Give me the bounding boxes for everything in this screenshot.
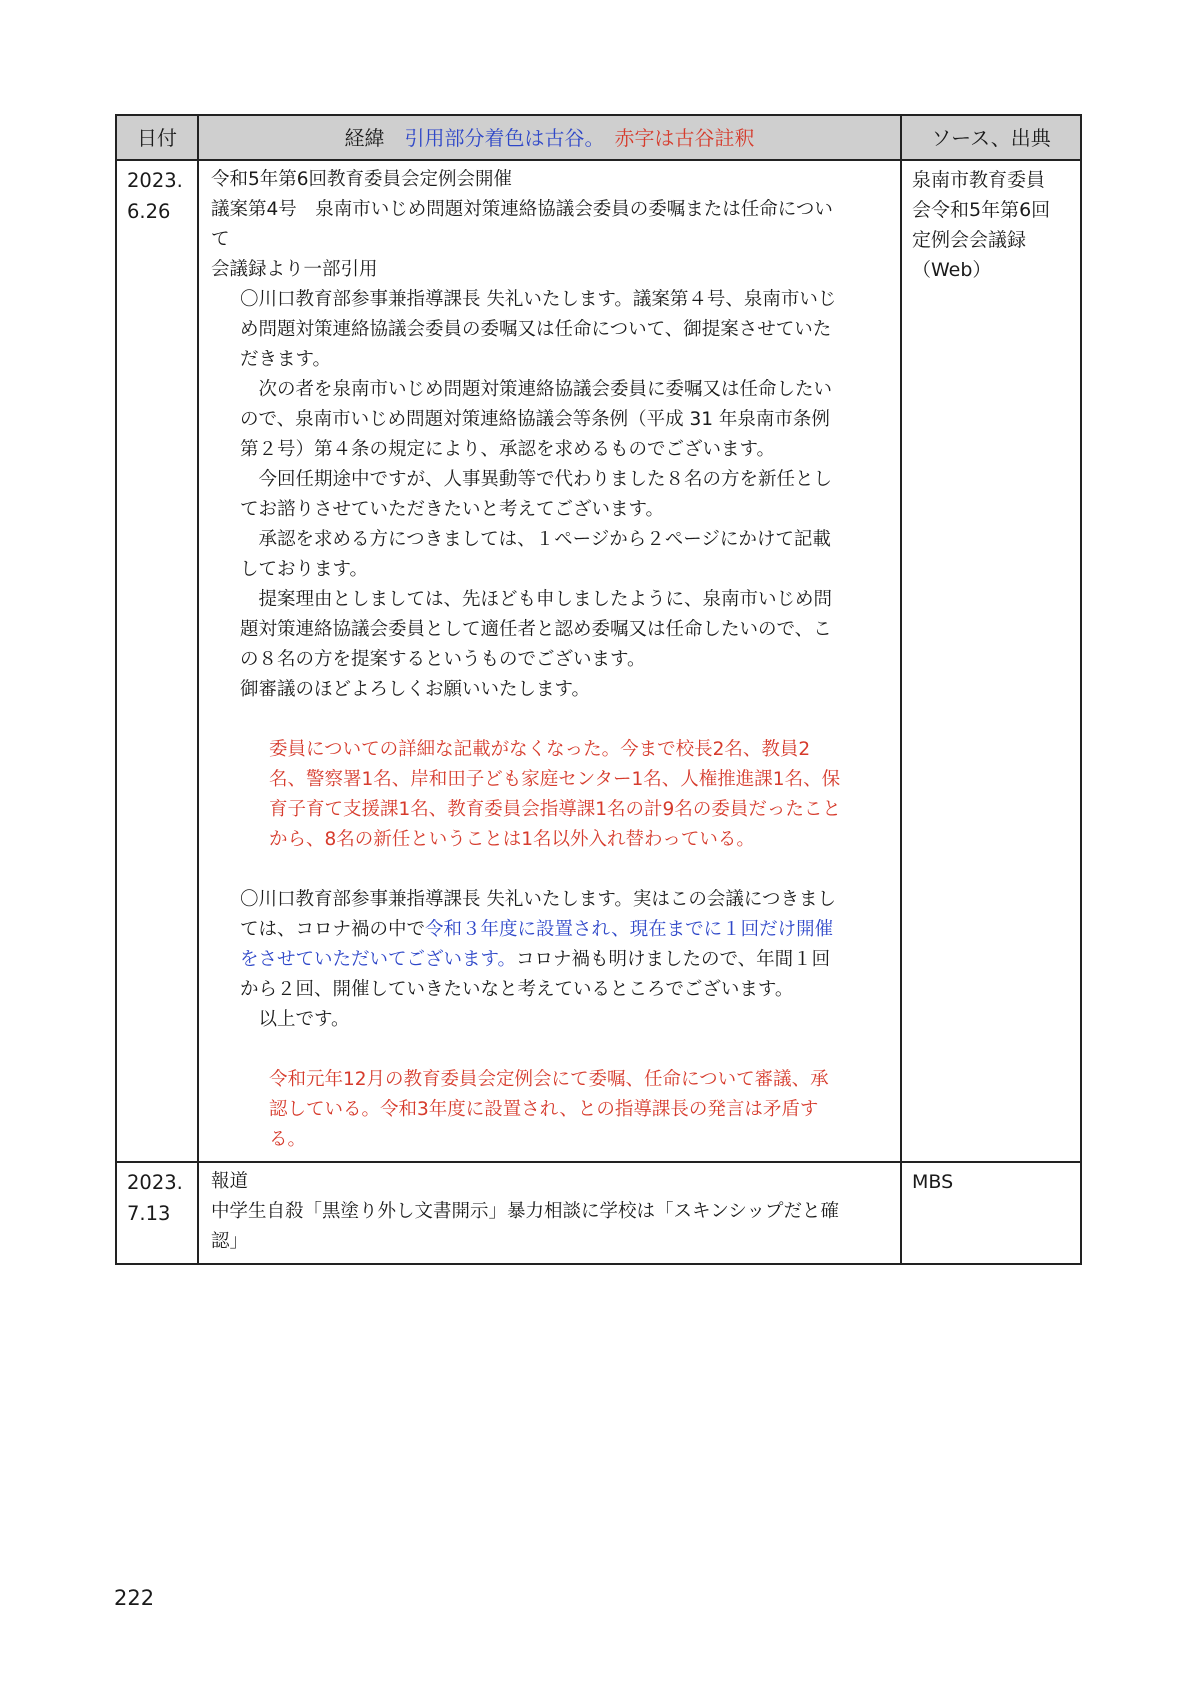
quote-line: 題対策連絡協議会委員として適任者と認め委嘱又は任命したいので、こ (240, 619, 832, 640)
date-cell (116, 1162, 198, 1264)
detail-line: 会議録より一部引用 (211, 259, 378, 280)
quote-line: 以上です。 (240, 1009, 350, 1030)
header-row (116, 115, 1081, 160)
minutes-quote (211, 885, 890, 1035)
source-line: 泉南市教育委員 (912, 169, 1046, 191)
detail-line: 認」 (211, 1231, 249, 1252)
quote-text: ては、コロナ禍の中で (240, 919, 426, 940)
detail-line: て (211, 229, 230, 250)
header-date: 日付 (116, 115, 198, 160)
source-line: MBS (912, 1171, 954, 1193)
quote-line: てお諮りさせていただきたいと考えてございます。 (240, 499, 665, 520)
detail-line: 中学生自殺「黒塗り外し文書開示」暴力相談に学校は「スキンシップだと確 (211, 1201, 839, 1222)
detail-line: 報道 (211, 1171, 249, 1192)
quote-line: 今回任期途中ですが、人事異動等で代わりました８名の方を新任とし (240, 469, 833, 490)
header-details-title: 経緯 (344, 125, 385, 150)
quote-line: 次の者を泉南市いじめ問題対策連絡協議会委員に委嘱又は任命したい (240, 379, 833, 400)
quote-line: の８名の方を提案するというものでございます。 (240, 649, 646, 670)
quote-line: 提案理由としましては、先ほども申しましたように、泉南市いじめ問 (240, 589, 833, 610)
table-row (116, 160, 1081, 1162)
note-line: 令和元年12月の教育委員会定例会にて委嘱、任命について審議、承 (269, 1069, 829, 1090)
quote-line: 承認を求める方につきましては、１ページから２ページにかけて記載 (240, 529, 831, 550)
date-line: 6.26 (127, 200, 171, 223)
table-row (116, 1162, 1081, 1264)
header-details (198, 115, 901, 160)
date-line: 2023. (127, 1171, 183, 1194)
record-table (115, 114, 1082, 1265)
note-line: 認している。令和3年度に設置され、との指導課長の発言は矛盾す (269, 1099, 819, 1120)
quote-line (240, 915, 890, 945)
detail-line: 令和5年第6回教育委員会定例会開催 (211, 169, 513, 190)
source-cell (901, 1162, 1081, 1264)
quote-line: 〇川口教育部参事兼指導課長 失礼いたします。実はこの会議につきまし (240, 889, 837, 910)
note-line: 委員についての詳細な記載がなくなった。今まで校長2名、教員2 (269, 739, 811, 760)
note-line: る。 (269, 1129, 307, 1150)
quote-text: コロナ禍も明けましたので、年間１回 (516, 949, 831, 970)
details-cell (198, 1162, 901, 1264)
quote-line: ので、泉南市いじめ問題対策連絡協議会等条例（平成 31 年泉南市条例 (240, 409, 830, 430)
header-note-blue: 引用部分着色は古谷。 (404, 125, 595, 150)
details-cell (198, 160, 901, 1162)
date-line: 7.13 (127, 1202, 171, 1225)
quote-line: め問題対策連絡協議会委員の委嘱又は任命について、御提案させていた (240, 319, 832, 340)
source-line: （Web） (912, 259, 992, 281)
quote-line: だきます。 (240, 349, 332, 370)
page-number: 222 (114, 1586, 155, 1610)
highlighted-quote: をさせていただいてございます。 (240, 949, 517, 970)
source-cell (901, 160, 1081, 1162)
date-cell (116, 160, 198, 1162)
date-line: 2023. (127, 169, 183, 192)
source-line: 会令和5年第6回 (912, 199, 1051, 221)
note-line: 育子育て支援課1名、教育委員会指導課1名の計9名の委員だったこと (269, 799, 841, 820)
annotation-note (211, 735, 890, 855)
quote-line: 御審議のほどよろしくお願いいたします。 (240, 679, 591, 700)
quote-line: から２回、開催していきたいなと考えているところでございます。 (240, 979, 794, 1000)
note-line: から、8名の新任ということは1名以外入れ替わっている。 (269, 829, 755, 850)
source-line: 定例会会議録 (912, 229, 1027, 251)
annotation-note (211, 1065, 890, 1155)
quote-line: 第２号）第４条の規定により、承認を求めるものでございます。 (240, 439, 776, 460)
highlighted-quote: 令和３年度に設置され、現在までに１回だけ開催 (425, 919, 834, 940)
minutes-quote (211, 285, 890, 705)
header-source: ソース、出典 (901, 115, 1081, 160)
quote-line (240, 945, 890, 975)
quote-line: 〇川口教育部参事兼指導課長 失礼いたします。議案第４号、泉南市いじ (240, 289, 837, 310)
note-line: 名、警察署1名、岸和田子ども家庭センター1名、人権推進課1名、保 (269, 769, 841, 790)
quote-line: しております。 (240, 559, 369, 580)
detail-line: 議案第4号 泉南市いじめ問題対策連絡協議会委員の委嘱または任命につい (211, 199, 833, 220)
header-note-red: 赤字は古谷註釈 (614, 125, 755, 150)
